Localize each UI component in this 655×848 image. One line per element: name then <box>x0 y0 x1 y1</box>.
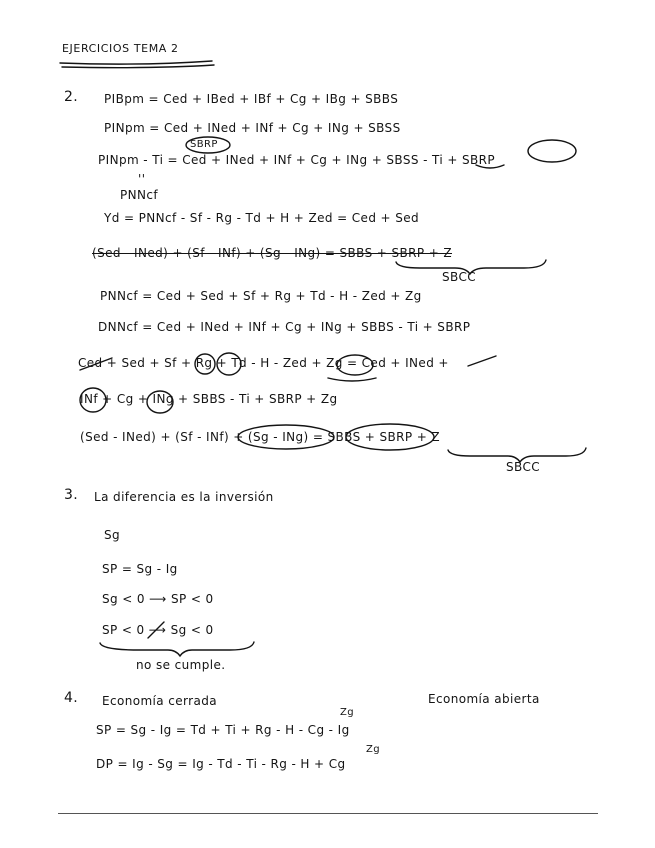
sbrp-note-circle <box>186 137 230 153</box>
ex2-sbcc-label-2: SBCC <box>506 460 540 474</box>
sf-circle <box>195 354 215 374</box>
ex2-line-5: Yd = PNNcf - Sf - Rg - Td + H + Zed = Ced + Sed <box>104 211 420 225</box>
ex3-line-3: SP = Sg - Ig <box>102 562 178 576</box>
ex2-line-2: PINpm = Ced + INed + INf + Cg + INg + SBSS <box>104 121 401 135</box>
no-cumple-brace <box>100 642 254 656</box>
ex4-line-2: DP = Ig - Sg = Ig - Td - Ti - Rg - H + Cg <box>96 757 346 771</box>
ex2-line-4: PNNcf <box>120 188 159 202</box>
title-underline-2 <box>62 65 214 68</box>
ex2-line-10: INf + Cg + INg + SBBS - Ti + SBRP + Zg <box>80 392 338 406</box>
ex4-line-1: SP = Sg - Ig = Td + Ti + Rg - H - Cg - Ig <box>96 723 350 737</box>
ex3-line-5: SP < 0 ⟶ Sg < 0 <box>102 623 214 637</box>
exercise-2-number: 2. <box>64 89 79 105</box>
ex2-line-7: PNNcf = Ced + Sed + Sf + Rg + Td - H - Zed + Zg <box>100 289 422 303</box>
page-title: EJERCICIOS TEMA 2 <box>62 42 179 55</box>
ex2-line-11: (Sed - INed) + (Sf - INf) + (Sg - INg) = SBBS + SBRP + Z <box>80 430 440 444</box>
sbcc-brace-2 <box>448 448 586 462</box>
page-bottom-rule <box>58 813 598 814</box>
ced-struck-right <box>468 356 496 366</box>
cg-circle <box>147 391 173 413</box>
ti-underline <box>476 165 504 168</box>
ex2-line-3: PINpm - Ti = Ced + INed + INf + Cg + INg + SBSS - Ti + SBRP <box>98 153 496 167</box>
sf-inf-circle <box>238 425 334 449</box>
inf-circle <box>80 388 106 412</box>
ex3-line-2: Sg <box>104 528 121 542</box>
sbrp-circle <box>528 140 576 162</box>
title-underline <box>60 61 212 64</box>
ex2-line-9: Ced + Sed + Sf + Rg + Td - H - Zed + Zg = Ced + INed + <box>78 356 449 370</box>
ced-struck-left <box>80 358 112 370</box>
zed-brace <box>328 378 376 381</box>
exercise-4-number: 4. <box>64 690 79 706</box>
ex3-line-4: Sg < 0 ⟶ SP < 0 <box>102 592 214 606</box>
ex2-sbrp-note: SBRP <box>190 139 218 150</box>
ex2-line-8: DNNcf = Ced + INed + INf + Cg + INg + SBBS - Ti + SBRP <box>98 320 471 334</box>
exercise-3-number: 3. <box>64 487 79 503</box>
ex4-superscript-2: Zg <box>366 744 380 755</box>
ex2-line-1: PIBpm = Ced + IBed + IBf + Cg + IBg + SBBS <box>104 92 399 106</box>
ex2-ditto-mark: '' <box>138 172 146 186</box>
rg-circle <box>217 353 241 375</box>
ex3-line-6: no se cumple. <box>136 658 226 672</box>
ex2-line-6-struck: (Sed - INed) + (Sf - INf) + (Sg - INg) = SBBS + SBRP + Z <box>92 246 452 260</box>
ex4-heading-closed: Economía cerrada <box>102 694 218 708</box>
ex4-superscript-1: Zg <box>340 707 354 718</box>
ex2-sbcc-label-1: SBCC <box>442 270 476 284</box>
sbcc-brace-1 <box>396 260 546 274</box>
zed-circle <box>337 355 373 375</box>
sg-ing-circle <box>346 424 434 450</box>
ex3-line-1: La diferencia es la inversión <box>94 490 274 504</box>
no-cumple-slash <box>148 622 164 638</box>
ex4-heading-open: Economía abierta <box>428 692 540 706</box>
